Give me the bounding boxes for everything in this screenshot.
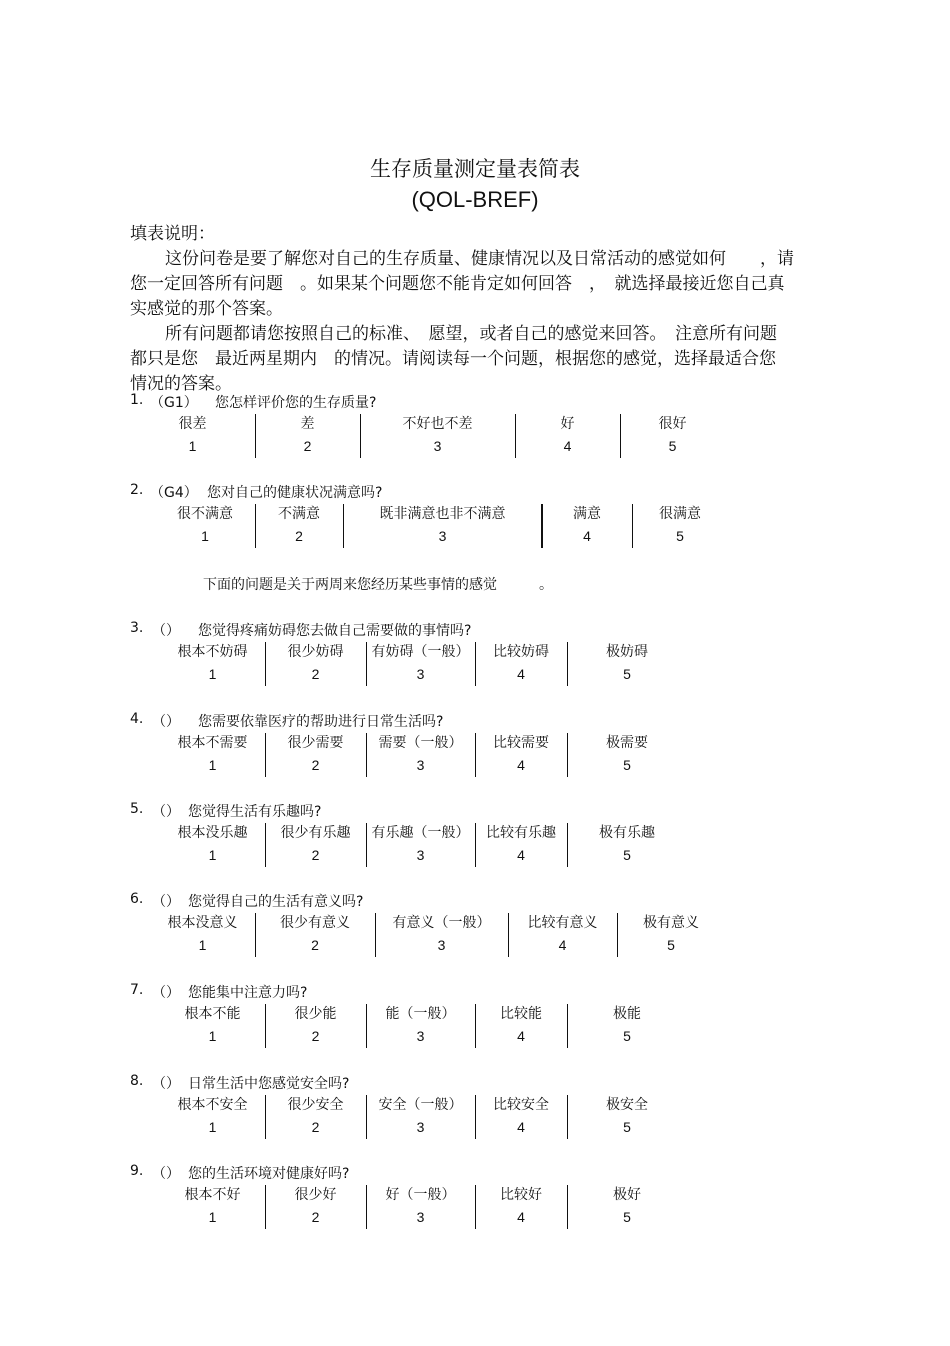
option-value: 2 [311,1028,320,1044]
option-label: 很少有乐趣 [280,825,351,841]
option-value: 4 [558,937,567,953]
answer-option[interactable] [567,1004,687,1048]
answer-option[interactable] [542,504,632,548]
option-label: 有乐趣（一般） [371,825,470,841]
option-value: 2 [311,1209,320,1225]
answer-option[interactable] [343,504,542,548]
scale-divider [343,504,344,548]
scale-divider [541,504,543,548]
answer-option[interactable] [265,1185,366,1229]
option-label: 极有乐趣 [599,825,655,841]
option-value: 3 [437,937,446,953]
scale-divider [515,414,516,458]
question-text: 您对自己的健康状况满意吗? [207,485,383,501]
option-label: 根本没意义 [167,915,238,931]
question-number: 3. [130,620,144,636]
question-text: 您觉得疼痛妨碍您去做自己需要做的事情吗? [198,623,472,639]
option-value: 1 [188,438,197,454]
answer-option[interactable] [150,913,255,957]
question-header [130,982,830,1002]
scale-divider [620,414,621,458]
scale-divider [265,642,266,686]
scale-divider [255,913,256,957]
answer-option[interactable] [567,733,687,777]
scale-divider [366,1004,367,1048]
question-header [130,1073,830,1093]
question-4 [130,711,830,777]
option-value: 5 [623,1028,631,1044]
option-label: 极好 [613,1187,641,1203]
answer-option[interactable] [475,733,567,777]
answer-option[interactable] [160,1004,265,1048]
option-value: 4 [517,1209,525,1225]
answer-scale [130,414,830,458]
option-value: 2 [311,847,320,863]
option-label: 需要（一般） [378,735,463,751]
question-2 [130,482,830,548]
answer-option[interactable] [366,733,475,777]
option-value: 4 [583,528,591,544]
question-number: 5. [130,801,144,817]
question-text: 日常生活中您感觉安全吗? [188,1076,350,1092]
option-label: 既非满意也非不满意 [379,506,506,522]
answer-option[interactable] [366,1185,475,1229]
answer-option[interactable] [160,642,265,686]
option-label: 极安全 [606,1097,648,1113]
option-label: 很满意 [659,506,701,522]
scale-divider [567,733,568,777]
answer-option[interactable] [375,913,508,957]
option-value: 1 [198,937,207,953]
option-value: 2 [311,1119,320,1135]
answer-option[interactable] [567,823,687,867]
question-code: （） [152,894,180,910]
answer-option[interactable] [265,733,366,777]
option-value: 5 [668,438,677,454]
option-value: 1 [201,528,209,544]
question-text: 您能集中注意力吗? [188,985,308,1001]
option-value: 5 [623,757,631,773]
option-label: 很不满意 [177,506,233,522]
option-label: 比较安全 [493,1097,549,1113]
question-header [130,801,830,821]
option-value: 1 [208,1119,217,1135]
scale-divider [265,1004,266,1048]
answer-option[interactable] [366,1095,475,1139]
option-value: 4 [517,757,525,773]
option-value: 1 [208,757,217,773]
question-header [130,620,830,640]
answer-option[interactable] [475,1185,567,1229]
option-value: 3 [416,1209,425,1225]
option-value: 5 [623,666,631,682]
option-value: 5 [676,528,684,544]
question-code: （G1） [150,395,198,411]
scale-divider [366,733,367,777]
answer-option[interactable] [508,913,617,957]
question-code: （） [152,804,180,820]
answer-option[interactable] [265,1095,366,1139]
scale-divider [475,733,476,777]
option-label: 有意义（一般） [392,915,491,931]
scale-divider [265,1095,266,1139]
option-value: 1 [208,1209,217,1225]
option-label: 根本不需要 [177,735,248,751]
scale-divider [366,1185,367,1229]
option-label: 满意 [573,506,601,522]
question-6 [130,891,830,957]
question-number: 4. [130,711,144,727]
instructions-line: 情况的答案。 [130,374,232,394]
question-number: 6. [130,891,144,907]
option-value: 3 [416,1028,425,1044]
answer-option[interactable] [475,823,567,867]
question-7 [130,982,830,1048]
option-value: 2 [311,757,320,773]
scale-divider [265,733,266,777]
question-8 [130,1073,830,1139]
question-number: 8. [130,1073,144,1089]
option-label: 很好 [658,416,687,432]
answer-option[interactable] [515,414,620,458]
option-label: 很少好 [294,1187,337,1203]
page-subtitle: (QOL-BREF) [411,187,539,212]
scale-divider [475,1185,476,1229]
option-value: 3 [416,847,425,863]
question-number: 2. [130,482,144,498]
option-value: 3 [438,528,447,544]
question-text: 您怎样评价您的生存质量? [215,395,377,411]
option-label: 不满意 [278,506,320,522]
answer-option[interactable] [567,1185,687,1229]
answer-option[interactable] [160,823,265,867]
option-label: 很少需要 [287,735,344,751]
question-number: 7. [130,982,144,998]
option-value: 2 [311,937,319,953]
instructions-line: 您一定回答所有问题 。如果某个问题您不能肯定如何回答 ， 就选择最接近您自己真 [130,274,785,294]
scale-divider [475,1004,476,1048]
option-label: 好（一般） [385,1187,456,1203]
question-header [130,392,830,412]
scale-divider [632,504,633,548]
option-value: 4 [517,847,525,863]
scale-divider [567,1004,568,1048]
answer-option[interactable] [265,1004,366,1048]
option-value: 3 [416,1119,425,1135]
option-label: 极需要 [606,735,648,751]
option-label: 根本不好 [184,1187,241,1203]
page-title: 生存质量测定量表简表 [370,157,580,181]
option-label: 比较有意义 [527,915,598,931]
answer-option[interactable] [617,913,725,957]
scale-divider [475,823,476,867]
question-3 [130,620,830,686]
answer-scale [130,913,830,957]
option-label: 根本没乐趣 [177,825,248,841]
answer-scale [130,642,830,686]
question-code: （G4） [150,485,198,501]
question-text: 您的生活环境对健康好吗? [188,1166,350,1182]
scale-divider [567,642,568,686]
question-5 [130,801,830,867]
answer-option[interactable] [160,733,265,777]
option-value: 5 [667,937,675,953]
answer-scale [130,823,830,867]
scale-divider [475,1095,476,1139]
question-code: （） [152,1076,180,1092]
answer-option[interactable] [567,642,687,686]
instructions-line: 这份问卷是要了解您对自己的生存质量、健康情况以及日常活动的感觉如何 ，请 [165,249,794,269]
scale-divider [366,823,367,867]
answer-option[interactable] [567,1095,687,1139]
question-header [130,711,830,731]
question-header [130,1163,830,1183]
question-number: 9. [130,1163,144,1179]
scale-divider [360,414,361,458]
option-value: 4 [517,1119,525,1135]
question-code: （） [152,714,180,730]
answer-scale [130,1185,830,1229]
option-value: 1 [208,1028,217,1044]
answer-option[interactable] [265,642,366,686]
answer-option[interactable] [155,504,255,548]
option-label: 比较妨碍 [493,644,549,660]
question-9 [130,1163,830,1229]
option-label: 能（一般） [385,1006,456,1022]
option-label: 有妨碍（一般） [371,644,470,660]
option-label: 差 [300,416,315,432]
answer-option[interactable] [360,414,515,458]
scale-divider [255,504,256,548]
option-label: 比较需要 [493,735,549,751]
option-label: 很少有意义 [280,915,350,931]
answer-option[interactable] [160,414,225,458]
answer-option[interactable] [160,1185,265,1229]
option-label: 极能 [613,1006,641,1022]
option-value: 4 [517,666,525,682]
answer-scale [130,1095,830,1139]
instructions-line: 所有问题都请您按照自己的标准、 愿望，或者自己的感觉来回答。 注意所有问题 [165,324,777,344]
instructions-line: 都只是您 最近两星期内 的情况。请阅读每一个问题，根据您的感觉，选择最适合您 [130,349,776,369]
option-value: 1 [208,847,217,863]
answer-option[interactable] [475,1095,567,1139]
question-number: 1. [130,392,144,408]
answer-option[interactable] [255,414,360,458]
option-value: 2 [295,528,303,544]
question-header [130,891,830,911]
option-label: 很少能 [294,1006,337,1022]
scale-divider [617,913,618,957]
question-text: 您觉得自己的生活有意义吗? [188,894,364,910]
answer-option[interactable] [366,642,475,686]
option-label: 比较好 [500,1187,542,1203]
answer-scale [130,733,830,777]
option-value: 3 [416,757,425,773]
option-label: 很少安全 [287,1097,344,1113]
answer-option[interactable] [255,913,375,957]
scale-divider [375,913,376,957]
option-label: 比较能 [500,1006,542,1022]
question-code: （） [152,985,180,1001]
answer-option[interactable] [160,1095,265,1139]
scale-divider [366,642,367,686]
scale-divider [508,913,509,957]
question-text: 您觉得生活有乐趣吗? [188,804,322,820]
option-label: 很差 [178,416,207,432]
option-label: 安全（一般） [378,1097,463,1113]
scale-divider [475,642,476,686]
instructions-heading: 填表说明： [130,224,215,244]
option-value: 2 [303,438,312,454]
scale-divider [366,1095,367,1139]
option-value: 5 [623,847,631,863]
instructions-line: 实感觉的那个答案。 [130,299,283,319]
option-label: 根本不安全 [177,1097,248,1113]
question-1 [130,392,830,458]
answer-option[interactable] [475,642,567,686]
option-label: 极妨碍 [606,644,648,660]
option-label: 根本不妨碍 [177,644,248,660]
scale-divider [265,823,266,867]
question-code: （） [152,623,180,639]
option-label: 根本不能 [184,1006,241,1022]
option-label: 不好也不差 [402,416,473,432]
question-code: （） [152,1166,180,1182]
answer-option[interactable] [366,823,475,867]
answer-option[interactable] [620,414,725,458]
question-header [130,482,830,502]
answer-option[interactable] [366,1004,475,1048]
answer-scale [130,504,830,548]
option-label: 极有意义 [643,915,699,931]
answer-scale [130,1004,830,1048]
section-note: 下面的问题是关于两周来您经历某些事情的感觉 。 [203,577,553,593]
question-text: 您需要依靠医疗的帮助进行日常生活吗? [198,714,444,730]
answer-option[interactable] [475,1004,567,1048]
scale-divider [255,414,256,458]
scale-divider [567,1185,568,1229]
option-value: 1 [208,666,217,682]
answer-option[interactable] [255,504,343,548]
option-label: 很少妨碍 [287,644,344,660]
answer-option[interactable] [265,823,366,867]
option-value: 3 [433,438,442,454]
option-value: 5 [623,1209,631,1225]
scale-divider [567,823,568,867]
option-value: 2 [311,666,320,682]
option-value: 3 [416,666,425,682]
scale-divider [265,1185,266,1229]
scale-divider [567,1095,568,1139]
option-label: 好 [560,416,575,432]
option-value: 4 [563,438,572,454]
answer-option[interactable] [632,504,728,548]
option-value: 4 [517,1028,525,1044]
option-value: 5 [623,1119,631,1135]
option-label: 比较有乐趣 [486,825,556,841]
